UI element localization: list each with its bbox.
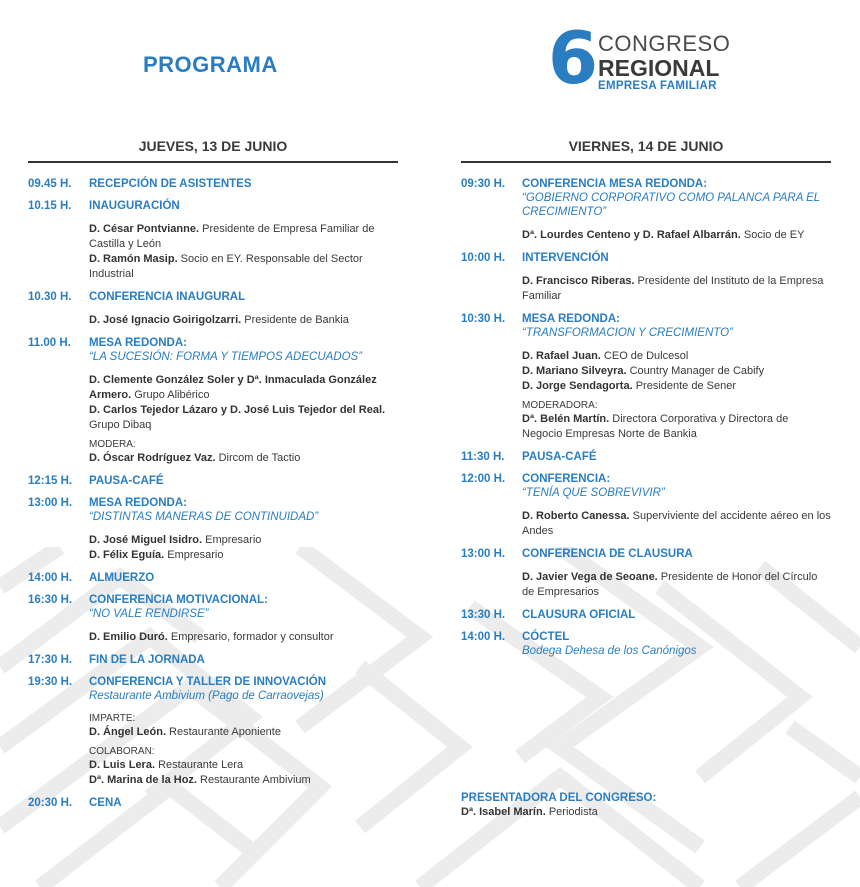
event-item bbox=[461, 312, 831, 442]
event-title: PAUSA-CAFÉ bbox=[522, 451, 597, 463]
event-subtitle: “NO VALE RENDIRSE” bbox=[89, 608, 209, 620]
day2-header: VIERNES, 14 DE JUNIO bbox=[461, 138, 831, 163]
event-title: INTERVENCIÓN bbox=[522, 252, 609, 264]
page-title: PROGRAMA bbox=[143, 52, 278, 77]
logo-number: 6 bbox=[548, 16, 599, 100]
event-time: 13:00 H. bbox=[461, 548, 506, 560]
event-item bbox=[28, 653, 398, 667]
event-time: 12:15 H. bbox=[28, 475, 73, 487]
speaker: D. Roberto Canessa. Superviviente del accidente aéreo en los Andes bbox=[522, 510, 831, 537]
event-item bbox=[461, 472, 831, 539]
speaker: D. Ángel León. Restaurante Aponiente bbox=[89, 726, 281, 738]
event-title: MESA REDONDA: bbox=[89, 337, 187, 349]
event-time: 14:00 H. bbox=[28, 572, 73, 584]
event-title: CONFERENCIA MOTIVACIONAL: bbox=[89, 594, 268, 606]
event-item bbox=[461, 450, 831, 464]
event-item bbox=[461, 177, 831, 243]
speaker: D. Francisco Riberas. Presidente del Instituto de la Empresa Familiar bbox=[522, 275, 824, 302]
event-time: 10.15 H. bbox=[28, 200, 72, 212]
event-item bbox=[461, 251, 831, 304]
collaborator: D. Luis Lera. Restaurante Lera bbox=[89, 759, 244, 771]
event-title: CONFERENCIA: bbox=[522, 473, 611, 485]
event-subtitle: “LA SUCESIÓN: FORMA Y TIEMPOS ADECUADOS” bbox=[89, 351, 363, 363]
event-time: 12:00 H. bbox=[461, 473, 506, 485]
event-title: MESA REDONDA: bbox=[89, 497, 187, 509]
speaker: Dª. Lourdes Centeno y D. Rafael Albarrán. Socio de EY bbox=[522, 229, 805, 241]
event-item bbox=[28, 571, 398, 585]
speaker: D. Jorge Sendagorta. Presidente de Sener bbox=[522, 380, 736, 392]
speaker: D. José Ignacio Goirigolzarri. Presidente de Bankia bbox=[89, 314, 349, 326]
event-title: CONFERENCIA MESA REDONDA: bbox=[522, 178, 708, 190]
event-title: INAUGURACIÓN bbox=[89, 200, 180, 212]
event-time: 09:30 H. bbox=[461, 178, 506, 190]
event-time: 10.30 H. bbox=[28, 291, 72, 303]
day1-header: JUEVES, 13 DE JUNIO bbox=[28, 138, 398, 163]
day2-column bbox=[461, 138, 831, 666]
event-item bbox=[28, 675, 398, 788]
event-subtitle: “DISTINTAS MANERAS DE CONTINUIDAD” bbox=[89, 511, 319, 523]
event-subtitle: Bodega Dehesa de los Canónigos bbox=[522, 645, 697, 657]
event-item bbox=[28, 199, 398, 282]
event-item bbox=[28, 474, 398, 488]
event-time: 10:30 H. bbox=[461, 313, 506, 325]
event-time: 20:30 H. bbox=[28, 797, 73, 809]
event-item bbox=[461, 630, 831, 658]
day1-column bbox=[28, 138, 398, 818]
speaker: D. Emilio Duró. Empresario, formador y consultor bbox=[89, 631, 334, 643]
event-title: MESA REDONDA: bbox=[522, 313, 620, 325]
event-item bbox=[28, 336, 398, 466]
speaker: D. Ramón Masip. Socio en EY. Responsable del Sector Industrial bbox=[89, 253, 363, 280]
speaker: D. Carlos Tejedor Lázaro y D. José Luis Tejedor del Real. Grupo Dibaq bbox=[89, 404, 386, 431]
event-item bbox=[28, 290, 398, 328]
event-time: 13:00 H. bbox=[28, 497, 73, 509]
event-subtitle: “TENÍA QUE SOBREVIVIR” bbox=[522, 487, 665, 499]
event-title: CONFERENCIA INAUGURAL bbox=[89, 291, 246, 303]
event-item bbox=[28, 496, 398, 563]
presenter-person: Dª. Isabel Marín. Periodista bbox=[461, 806, 598, 818]
event-title: CONFERENCIA DE CLAUSURA bbox=[522, 548, 693, 560]
congress-logo bbox=[548, 16, 748, 100]
event-title: RECEPCIÓN DE ASISTENTES bbox=[89, 178, 252, 190]
event-title: CÓCTEL bbox=[522, 631, 570, 643]
speaker: D. Clemente González Soler y Dª. Inmaculada González Armero. Grupo Alibérico bbox=[89, 374, 377, 401]
event-title: CONFERENCIA Y TALLER DE INNOVACIÓN bbox=[89, 676, 327, 688]
congress-presenter bbox=[461, 791, 831, 820]
speaker: D. Javier Vega de Seoane. Presidente de Honor del Círculo de Empresarios bbox=[522, 571, 818, 598]
speaker: D. Félix Eguía. Empresario bbox=[89, 549, 224, 561]
event-time: 11:30 H. bbox=[461, 451, 505, 463]
event-subtitle: “GOBIERNO CORPORATIVO COMO PALANCA PARA EL CRECIMIENTO” bbox=[522, 192, 820, 218]
moderator: Dª. Belén Martín. Directora Corporativa y Directora de Negocio Empresas Norte de Bankia bbox=[522, 413, 789, 440]
role-label: COLABORAN: bbox=[89, 746, 155, 757]
event-item bbox=[461, 547, 831, 600]
presenter-label: PRESENTADORA DEL CONGRESO: bbox=[461, 792, 657, 804]
event-item bbox=[461, 608, 831, 622]
speaker: D. César Pontvianne. Presidente de Empresa Familiar de Castilla y León bbox=[89, 223, 375, 250]
event-time: 10:00 H. bbox=[461, 252, 506, 264]
speaker: D. José Miguel Isidro. Empresario bbox=[89, 534, 262, 546]
event-item bbox=[28, 593, 398, 645]
role-label: MODERA: bbox=[89, 439, 136, 450]
event-time: 13:30 H. bbox=[461, 609, 506, 621]
event-time: 17:30 H. bbox=[28, 654, 73, 666]
event-time: 19:30 H. bbox=[28, 676, 73, 688]
logo-line-1: CONGRESO bbox=[598, 31, 731, 56]
logo-line-3: EMPRESA FAMILIAR bbox=[598, 80, 717, 92]
logo-line-2: REGIONAL bbox=[598, 55, 720, 81]
moderator: D. Óscar Rodríguez Vaz. Dircom de Tactio bbox=[89, 452, 301, 464]
event-time: 09.45 H. bbox=[28, 178, 72, 190]
event-title: PAUSA-CAFÉ bbox=[89, 475, 164, 487]
event-title: CLAUSURA OFICIAL bbox=[522, 609, 636, 621]
event-title: CENA bbox=[89, 797, 122, 809]
role-label: MODERADORA: bbox=[522, 400, 598, 411]
collaborator: Dª. Marina de la Hoz. Restaurante Ambivium bbox=[89, 774, 311, 786]
event-subtitle: “TRANSFORMACION Y CRECIMIENTO” bbox=[522, 327, 733, 339]
event-time: 16:30 H. bbox=[28, 594, 73, 606]
role-label: IMPARTE: bbox=[89, 713, 136, 724]
event-subtitle: Restaurante Ambivium (Pago de Carraovejas) bbox=[89, 690, 324, 702]
speaker: D. Rafael Juan. CEO de Dulcesol bbox=[522, 350, 689, 362]
event-time: 14:00 H. bbox=[461, 631, 506, 643]
event-title: FIN DE LA JORNADA bbox=[89, 654, 205, 666]
speaker: D. Mariano Silveyra. Country Manager de Cabify bbox=[522, 365, 765, 377]
event-time: 11.00 H. bbox=[28, 337, 71, 349]
event-item bbox=[28, 177, 398, 191]
event-title: ALMUERZO bbox=[89, 572, 155, 584]
event-item bbox=[28, 796, 398, 810]
